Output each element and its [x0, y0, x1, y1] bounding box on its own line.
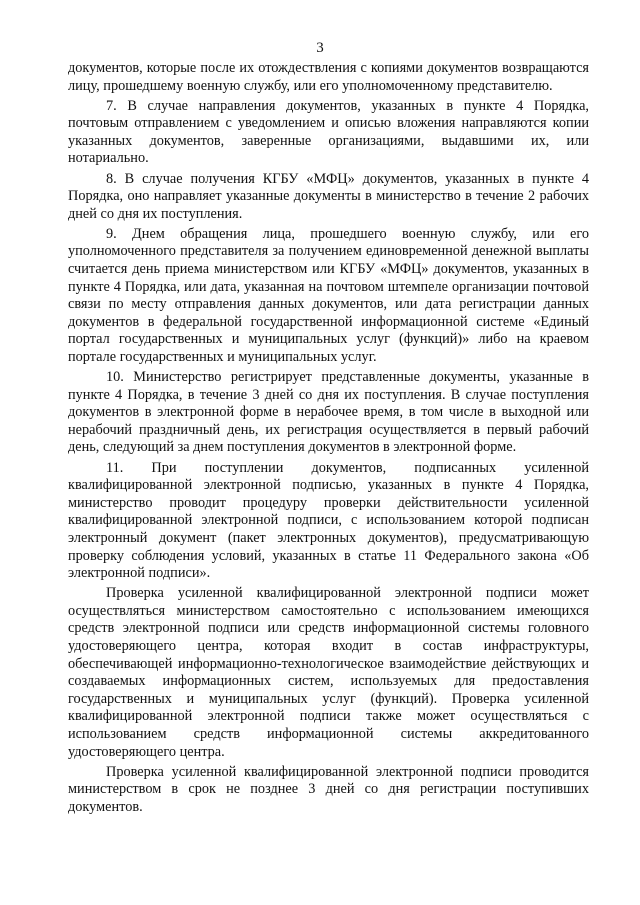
- paragraph-signature-check: Проверка усиленной квалифицированной электронной подписи может осуществляться министерством самостоятельно с использованием имеющихся средств электронной подписи или средств информационной системы головного удостоверяющего центра, которая входит в состав инфраструктуры, обеспечивающей информационно-технологическое взаимодействие действующих и создаваемых информационных систем, используемых для предоставления государственных и муниципальных услуг (функций). Проверка усиленной квалифицированной электронной подписи также может осуществляться с использованием средств информационной системы аккредитованного удостоверяющего центра.: [68, 585, 589, 760]
- paragraph-item-11: 11. При поступлении документов, подписанных усиленной квалифицированной электронной подписью, указанных в пункте 4 Порядка, министерство проводит процедуру проверки действительности усиленной квалифицированной электронной подписи, с использованием которой подписан электронный документ (пакет электронных документов), предусматривающую проверку соблюдения условий, указанных в статье 11 Федерального закона «Об электронной подписи».: [68, 459, 589, 582]
- paragraph-item-7: 7. В случае направления документов, указанных в пункте 4 Порядка, почтовым отправлением с уведомлением и описью вложения направляются копии указанных документов, заверенные организациями, выдавшими их, или нотариально.: [68, 97, 589, 167]
- paragraph-continuation: документов, которые после их отождествления с копиями документов возвращаются лицу, прошедшему военную службу, или его уполномоченному представителю.: [68, 60, 589, 94]
- paragraph-item-8: 8. В случае получения КГБУ «МФЦ» документов, указанных в пункте 4 Порядка, оно направляет указанные документы в министерство в течение 2 рабочих дней со дня их поступления.: [68, 170, 589, 222]
- page-number: 3: [316, 40, 324, 56]
- paragraph-item-9: 9. Днем обращения лица, прошедшего военную службу, или его уполномоченного представителя за получением единовременной денежной выплаты считается день приема министерством или КГБУ «МФЦ» документов, указанных в пункте 4 Порядка, или дата, указанная на почтовом штемпеле организации почтовой связи по месту отправления данных документов, или дата регистрации данных документов в федеральной государственной информационной системе «Единый портал государственных и муниципальных услуг (функций)» либо на краевом портале государственных и муниципальных услуг.: [68, 225, 589, 365]
- paragraph-check-deadline: Проверка усиленной квалифицированной электронной подписи проводится министерством в срок не позднее 3 дней со дня регистрации поступивших документов.: [68, 763, 589, 815]
- document-body: [68, 60, 589, 819]
- paragraph-item-10: 10. Министерство регистрирует представленные документы, указанные в пункте 4 Порядка, в течение 3 дней со дня их поступления. В случае поступления документов в электронной форме в нерабочее время, в том числе в выходной или нерабочий праздничный день, их регистрация осуществляется в первый рабочий день, следующий за днем поступления документов в электронной форме.: [68, 369, 589, 456]
